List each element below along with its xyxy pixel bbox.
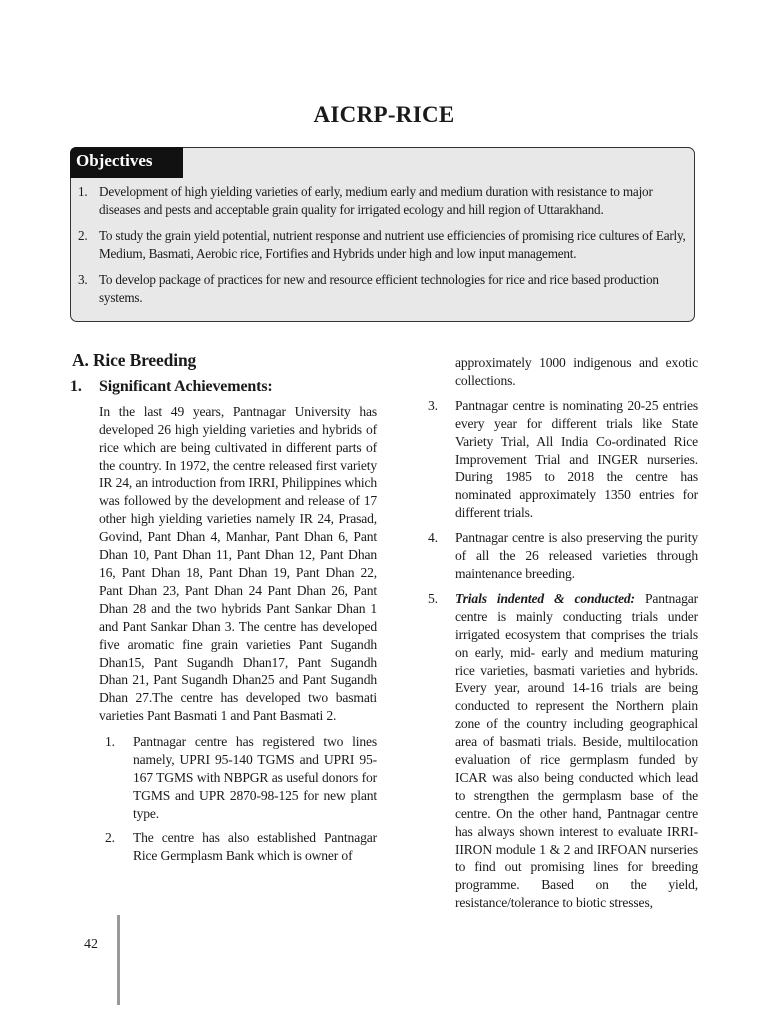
list-item-lead: Trials indented & conducted: <box>455 590 635 606</box>
subsection-title: Significant Achievements: <box>99 377 273 395</box>
list-item <box>70 829 377 865</box>
page-number: 42 <box>84 937 98 952</box>
objective-item <box>71 183 694 218</box>
list-item-number: 5. <box>428 590 438 606</box>
list-item-number: 1. <box>105 734 115 750</box>
page-title: AICRP-RICE <box>313 102 455 127</box>
gutter-divider <box>117 915 120 1005</box>
left-column <box>70 352 377 870</box>
list-item-continuation: approximately 1000 indigenous and exotic collections. <box>455 355 698 388</box>
list-item-text: Pantnagar centre is mainly conducting trials under irrigated ecosystem that comprises the trials on early, mid- early and medium maturing rice varieties, basmati varieties and hybrids. Every year, around 14-16 trials are being conducted to represent the Northern plain zone of the country including geographical area of basmati trials. Beside, multilocation evaluation of rice germplasm funded by ICAR was also being conducted which lead to strengthen the germplasm base of the centre. On the other hand, Pantnagar centre has always shown interest to evaluate IRRI-IIRON module 1 & 2 and IRFOAN nurseries to find out promising lines for breeding programme. Based on the yield, resistance/tolerance to biotic stresses, <box>455 590 698 911</box>
objective-number: 2. <box>78 228 88 243</box>
objective-text: Development of high yielding varieties of early, medium early and medium duration with resistance to major diseases and pests and acceptable grain quality for irrigated ecology and hill region of Uttarakhand. <box>99 184 653 217</box>
subsection-heading <box>70 378 377 396</box>
list-item <box>428 397 698 522</box>
objective-number: 3. <box>78 272 88 287</box>
section-heading: A. Rice Breeding <box>72 350 197 370</box>
objective-number: 1. <box>78 184 88 199</box>
subsection-number: 1. <box>70 377 82 395</box>
objectives-heading: Objectives <box>70 147 183 178</box>
list-item-text: Pantnagar centre is also preserving the purity of all the 26 released varieties through maintenance breeding. <box>455 530 698 581</box>
list-item-number: 3. <box>428 397 438 413</box>
list-item-number: 4. <box>428 530 438 546</box>
right-column <box>428 354 698 919</box>
list-item <box>428 529 698 583</box>
list-item <box>70 733 377 823</box>
objectives-box <box>70 147 695 322</box>
list-item <box>428 590 698 912</box>
list-item-number: 2. <box>105 829 115 845</box>
intro-paragraph: In the last 49 years, Pantnagar University has developed 26 high yielding varieties and hybrids of rice which are being cultivated in different parts of the country. In 1972, the centre released first variety IR 24, an introduction from IRRI, Philippines which was followed by the development and release of 17 other high yielding varieties namely IR 24, Prasad, Govind, Pant Dhan 4, Manhar, Pant Dhan 6, Pant Dhan 10, Pant Dhan 11, Pant Dhan 12, Pant Dhan 16, Pant Dhan 18, Pant Dhan 19, Pant Dhan 22, Pant Dhan 23, Pant Dhan 24 Pant Dhan 26, Pant Dhan 28 and the two hybrids Pant Sankar Dhan 1 and Pant Sankar Dhan 3. The centre has developed five aromatic fine grain varieties Pant Sugandh Dhan15, Pant Sugandh Dhan17, Pant Sugandh Dhan 21, Pant Sugandh Dhan25 and Pant Sugandh Dhan 27.The centre has developed two basmati varieties Pant Basmati 1 and Pant Basmati 2. <box>99 403 377 724</box>
objective-text: To develop package of practices for new and resource efficient technologies for rice and rice based production systems. <box>99 272 659 305</box>
objectives-list <box>71 183 694 315</box>
objective-item <box>71 227 694 262</box>
list-item-text: Pantnagar centre has registered two lines namely, UPRI 95-140 TGMS and UPRI 95-167 TGMS with NBPGR as useful donors for TGMS and UPR 2870-98-125 for new plant type. <box>133 734 377 821</box>
list-item-text: Pantnagar centre is nominating 20-25 entries every year for different trials like State Variety Trial, All India Co-ordinated Rice Improvement Trial and INGER nurseries. During 1985 to 2018 the centre has nominated approximately 1350 entries for different trials. <box>455 397 698 521</box>
objective-text: To study the grain yield potential, nutrient response and nutrient use efficiencies of promising rice cultures of Early, Medium, Basmati, Aerobic rice, Fortifies and Hybrids under high and low input management. <box>99 228 686 261</box>
objective-item <box>71 271 694 306</box>
list-item-text: The centre has also established Pantnagar Rice Germplasm Bank which is owner of <box>133 829 377 863</box>
